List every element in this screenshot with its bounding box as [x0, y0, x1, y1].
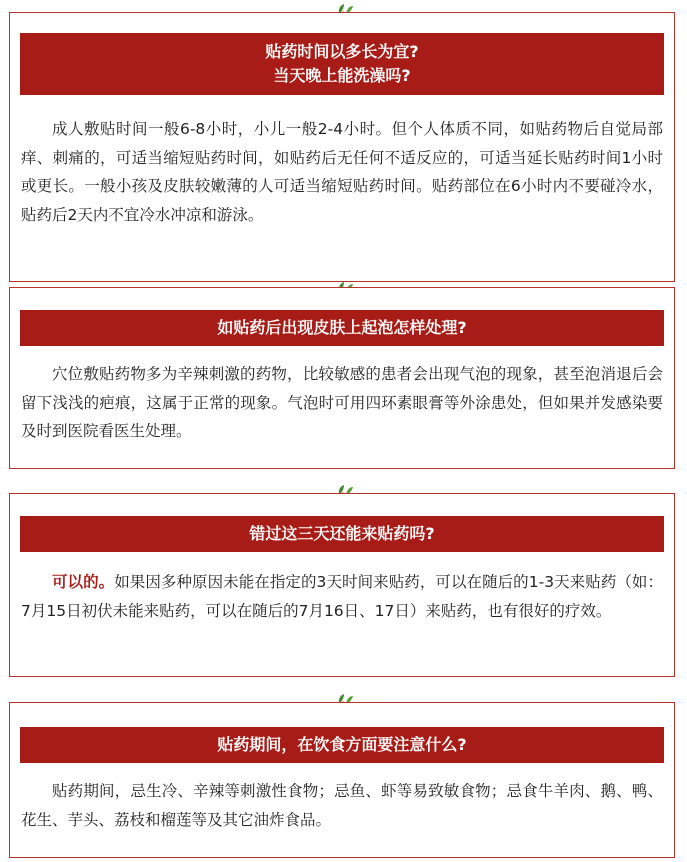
section-title-bar: [20, 33, 664, 95]
section-body: 贴药期间，忌生冷、辛辣等刺激性食物；忌鱼、虾等易致敏食物；忌食牛羊肉、鹅、鸭、花生、芋头、荔枝和榴莲等及其它油炸食品。: [21, 782, 663, 829]
section-title-line-1: 贴药时间以多长为宜?: [265, 42, 419, 61]
faq-card-missed-days: [9, 493, 675, 677]
section-title-line-2: 当天晚上能洗澡吗?: [273, 66, 411, 85]
faq-card-blister: [9, 287, 675, 469]
section-title: 贴药期间，在饮食方面要注意什么?: [217, 735, 467, 754]
section-title: 如贴药后出现皮肤上起泡怎样处理?: [217, 318, 467, 337]
faq-card-diet: [9, 702, 675, 858]
faq-card-duration: [9, 12, 675, 282]
answer-text: 如果因多种原因未能在指定的3天时间来贴药，可以在随后的1-3天来贴药（如：7月15日初伏未能来贴药，可以在随后的7月16日、17日）来贴药，也有很好的疗效。: [21, 573, 663, 620]
section-body: [21, 568, 663, 625]
answer-emphasis: 可以的。: [52, 573, 115, 591]
section-title: 错过这三天还能来贴药吗?: [249, 524, 435, 543]
section-title-bar: [20, 516, 664, 552]
section-title-bar: [20, 310, 664, 346]
section-title-bar: [20, 727, 664, 763]
section-body: 成人敷贴时间一般6-8小时，小儿一般2-4小时。但个人体质不同，如贴药物后自觉局部痒、刺痛的，可适当缩短贴药时间，如贴药后无任何不适反应的，可适当延长贴药时间1小时或更长。一般小孩及皮肤较嫩薄的人可适当缩短贴药时间。贴药部位在6小时内不要碰冷水，贴药后2天内不宜冷水冲凉和游泳。: [21, 120, 663, 224]
section-body: 穴位敷贴药物多为辛辣刺激的药物，比较敏感的患者会出现气泡的现象，甚至泡消退后会留下浅浅的疤痕，这属于正常的现象。气泡时可用四环素眼膏等外涂患处，但如果并发感染要及时到医院看医生处理。: [21, 365, 663, 440]
